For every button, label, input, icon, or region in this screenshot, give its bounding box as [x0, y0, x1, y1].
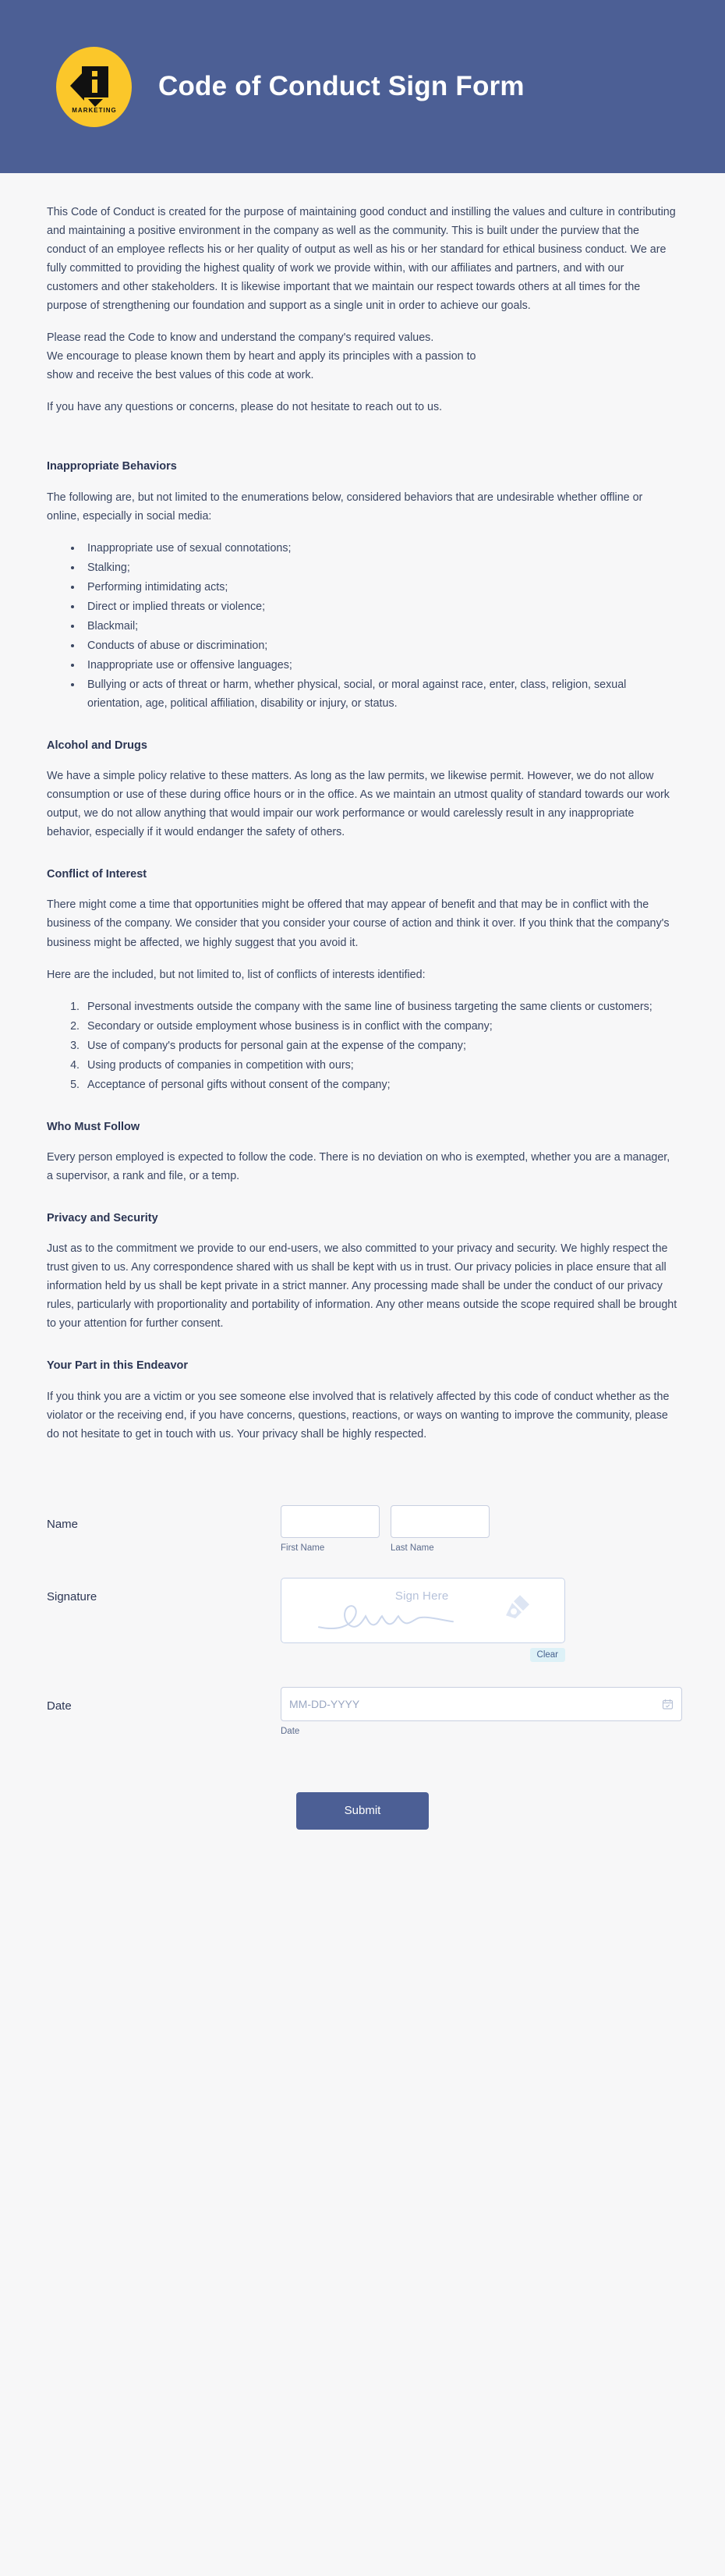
field-name — [47, 1493, 678, 1565]
name-label: Name — [47, 1517, 79, 1531]
list-item: • Performing intimidating acts; — [83, 578, 678, 597]
section-heading: Conflict of Interest — [47, 868, 147, 881]
clear-signature-button[interactable]: Clear — [530, 1648, 565, 1662]
policy-sections — [47, 457, 678, 1444]
list-item: • Stalking; — [83, 558, 678, 577]
list-item: • Conducts of abuse or discrimination; — [83, 636, 678, 655]
list-item: • Direct or implied threats or violence; — [83, 597, 678, 616]
page-title: Code of Conduct Sign Form — [158, 70, 525, 101]
submit-row — [47, 1749, 678, 1861]
section-heading: Your Part in this Endeavor — [47, 1359, 189, 1373]
calendar-icon[interactable] — [662, 1698, 674, 1710]
section-heading: Inappropriate Behaviors — [47, 460, 177, 473]
section-heading: Privacy and Security — [47, 1212, 158, 1224]
company-logo — [56, 47, 132, 127]
section-paragraph: Just as to the commitment we provide to our end-users, we also committed to your privacy and security. We highly respect the trust given to us. Any correspondence shared with us shall be kept with us in trust. Our privacy policies in place ensure that all information held by us shall be kept private in a strict manner. Any processing made shall be under the conduct of our privacy rules, particularly with proportionality and portability of information. Any other means outside the scope required shall be brought to your attention for further consent. — [47, 1242, 677, 1331]
signature-label: Signature — [47, 1589, 97, 1603]
pen-nib-icon — [497, 1592, 532, 1626]
field-date — [47, 1674, 678, 1749]
list-item: 3. Use of company's products for personal gain at the expense of the company; — [83, 1036, 678, 1055]
intro-paragraph-2-line-1: Please read the Code to know and understand the company's required values. — [47, 331, 434, 345]
list-item: • Blackmail; — [83, 617, 678, 636]
list-item: 2. Secondary or outside employment whose business is in conflict with the company; — [83, 1017, 678, 1036]
date-sub-label: Date — [281, 1726, 300, 1736]
bullet-list — [47, 539, 678, 713]
svg-text:MARKETING: MARKETING — [71, 107, 117, 114]
submit-button[interactable]: Submit — [296, 1792, 429, 1830]
name-inputs — [281, 1505, 678, 1553]
list-item: • Inappropriate use of sexual connotations; — [83, 539, 678, 558]
section-paragraph: We have a simple policy relative to these matters. As long as the law permits, we likewise permit. However, we do not allow consumption or use of these during office hours or in the office. As we maintain an utmost quality of standard towards our work output, we do not allow anything that would impair our work performance or would carelessly result in any inappropriate behavior, especially if it would endanger the safety of others. — [47, 770, 670, 839]
intro-paragraph-2-line-2: We encourage to please known them by heart and apply its principles with a passion to — [47, 350, 476, 363]
date-input[interactable] — [281, 1687, 682, 1721]
section-paragraph: If you think you are a victim or you see someone else involved that is relatively affected by this code of conduct whether as the violator or the receiving end, if you have concerns, questions, reactions, or ways on wanting to improve the community, please do not hesitate to get in touch with us. Your privacy shall be highly respected. — [47, 1390, 670, 1440]
code-of-conduct-text — [47, 203, 678, 1444]
first-name-input[interactable] — [281, 1505, 380, 1538]
section-heading: Alcohol and Drugs — [47, 739, 147, 752]
intro-paragraph-2-line-3: show and receive the best values of this code at work. — [47, 369, 314, 382]
last-name-input[interactable] — [391, 1505, 490, 1538]
section-heading: Who Must Follow — [47, 1120, 140, 1133]
marketing-logo-icon — [67, 58, 122, 115]
content-form-spacer — [47, 1457, 678, 1493]
list-item: • Inappropriate use or offensive languages; — [83, 656, 678, 675]
form-header — [0, 0, 725, 173]
section-paragraph-2: Here are the included, but not limited to, list of conflicts of interests identified: — [47, 968, 426, 981]
section-paragraph: There might come a time that opportunities might be offered that may appear of benefit and that may be in conflict with the business of the company. We consider that you consider your course of action and think it over. If you think that the company's business might be affected, we highly suggest that you avoid it. — [47, 898, 670, 949]
last-name-sub-label: Last Name — [391, 1543, 434, 1553]
intro-paragraph-1: This Code of Conduct is created for the purpose of maintaining good conduct and instilling the values and culture in contributing and maintaining a positive environment in the company as well as the community. This is built under the purview that the conduct of an employee reflects his or her quality of output as well as his or her standard for ethical business conduct. We are fully committed to providing the highest quality of work we provide within, with our affiliates and partners, and with our customers and other stakeholders. It is likewise important that we maintain our respect towards others at all times for the purpose of strengthening our foundation and support as a single unit in order to achieve our goals. — [47, 206, 676, 313]
numbered-list — [47, 997, 678, 1094]
list-item: • Bullying or acts of threat or harm, whether physical, social, or moral against race, enter, class, religion, sexual orientation, age, political affiliation, disability or injury, or status. — [83, 675, 678, 713]
field-signature — [47, 1565, 678, 1674]
form-body — [0, 173, 725, 2576]
section-paragraph: The following are, but not limited to the enumerations below, considered behaviors that are undesirable whether offline or online, especially in social media: — [47, 491, 643, 523]
intro-paragraph-3: If you have any questions or concerns, please do not hesitate to reach out to us. — [47, 401, 443, 414]
first-name-sub-label: First Name — [281, 1543, 325, 1553]
list-item: 4. Using products of companies in competition with ours; — [83, 1056, 678, 1075]
date-label: Date — [47, 1699, 72, 1713]
list-item: 5. Acceptance of personal gifts without consent of the company; — [83, 1075, 678, 1094]
signature-pad[interactable] — [281, 1578, 565, 1643]
signature-hint-text: Sign Here — [394, 1589, 449, 1603]
section-paragraph: Every person employed is expected to follow the code. There is no deviation on who is exempted, whether you are a manager, a supervisor, a rank and file, or a temp. — [47, 1150, 670, 1182]
list-item: 1. Personal investments outside the company with the same line of business targeting the same clients or customers; — [83, 997, 678, 1016]
